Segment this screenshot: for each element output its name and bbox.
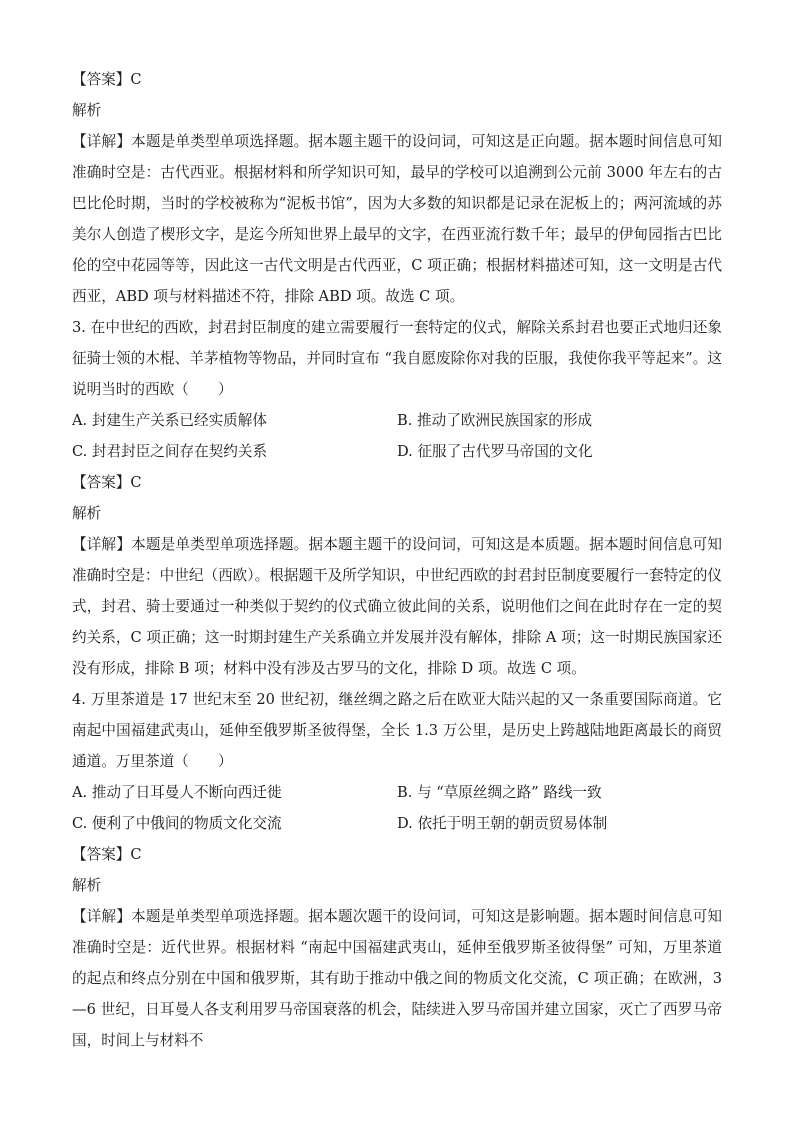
q4-detail: 【详解】本题是单类型单项选择题。据本题次题干的设问词，可知这是影响题。据本题时间信息可知准确时空是：近代世界。根据材料 “南起中国福建武夷山，延伸至俄罗斯圣彼得堡” 可知，万里茶道的起点和终点分别在中国和俄罗斯，其有助于推动中俄之间的物质文化交流，C 项正确；在欧洲，3—6 世纪，日耳曼人各支利用罗马帝国衰落的机会，陆续进入罗马帝国并建立国家，灭亡了西罗马帝国，时间上与材料不: [72, 908, 722, 1049]
q3-options-row-2: [72, 436, 722, 467]
q2-answer: 【答案】C: [72, 71, 142, 88]
q3-option-c: C. 封君封臣之间存在契约关系: [72, 443, 268, 460]
document-body: [72, 64, 722, 1056]
q2-analysis-label: 解析: [72, 102, 102, 119]
q4-option-c: C. 便利了中俄间的物质文化交流: [72, 815, 282, 832]
q2-detail: 【详解】本题是单类型单项选择题。据本题主题干的设问词，可知这是正向题。据本题时间信息可知准确时空是：古代西亚。根据材料和所学知识可知，最早的学校可以追溯到公元前 3000 年左右的古巴比伦时期，当时的学校被称为“泥板书馆”，因为大多数的知识都是记录在泥板上的；两河流域的苏美尔人创造了楔形文字，是迄今所知世界上最早的文字，在西亚流行数千年；最早的伊甸园指古巴比伦的空中花园等等，因此这一古代文明是古代西亚，C 项正确；根据材料描述可知，这一文明是古代西亚，ABD 项与材料描述不符，排除 ABD 项。故选 C 项。: [72, 133, 722, 305]
q3-detail: 【详解】本题是单类型单项选择题。据本题主题干的设问词，可知这是本质题。据本题时间信息可知准确时空是：中世纪（西欧）。根据题干及所学知识，中世纪西欧的封君封臣制度要履行一套特定的仪式，封君、骑士要通过一种类似于契约的仪式确立彼此间的关系，说明他们之间在此时存在一定的契约关系，C 项正确；这一时期封建生产关系确立并发展并没有解体，排除 A 项；这一时期民族国家还没有形成，排除 B 项；材料中没有涉及古罗马的文化，排除 D 项。故选 C 项。: [72, 536, 722, 677]
q3-option-a: A. 封建生产关系已经实质解体: [72, 412, 267, 429]
q4-options-row-2: [72, 808, 722, 839]
q4-options-row-1: [72, 777, 722, 808]
q4-stem: 4. 万里茶道是 17 世纪末至 20 世纪初，继丝绸之路之后在欧亚大陆兴起的又一条重要国际商道。它南起中国福建武夷山，延伸至俄罗斯圣彼得堡，全长 1.3 万公里，是历史上跨越陆地距离最长的商贸通道。万里茶道（ ）: [72, 691, 722, 770]
q3-stem: 3. 在中世纪的西欧，封君封臣制度的建立需要履行一套特定的仪式，解除关系封君也要正式地归还象征骑士领的木棍、羊茅植物等物品，并同时宣布 “我自愿废除你对我的臣服，我使你我平等起来”。这说明当时的西欧（ ）: [72, 319, 722, 398]
q4-analysis-label: 解析: [72, 877, 102, 894]
q3-options-row-1: [72, 405, 722, 436]
q3-option-b: B. 推动了欧洲民族国家的形成: [397, 412, 593, 429]
q3-analysis-label: 解析: [72, 505, 102, 522]
q4-answer: 【答案】C: [72, 846, 142, 863]
q4-option-d: D. 依托于明王朝的朝贡贸易体制: [397, 815, 608, 832]
q4-option-b: B. 与 “草原丝绸之路” 路线一致: [397, 784, 602, 801]
q3-answer: 【答案】C: [72, 474, 142, 491]
q4-option-a: A. 推动了日耳曼人不断向西迁徙: [72, 784, 282, 801]
q3-option-d: D. 征服了古代罗马帝国的文化: [397, 443, 593, 460]
